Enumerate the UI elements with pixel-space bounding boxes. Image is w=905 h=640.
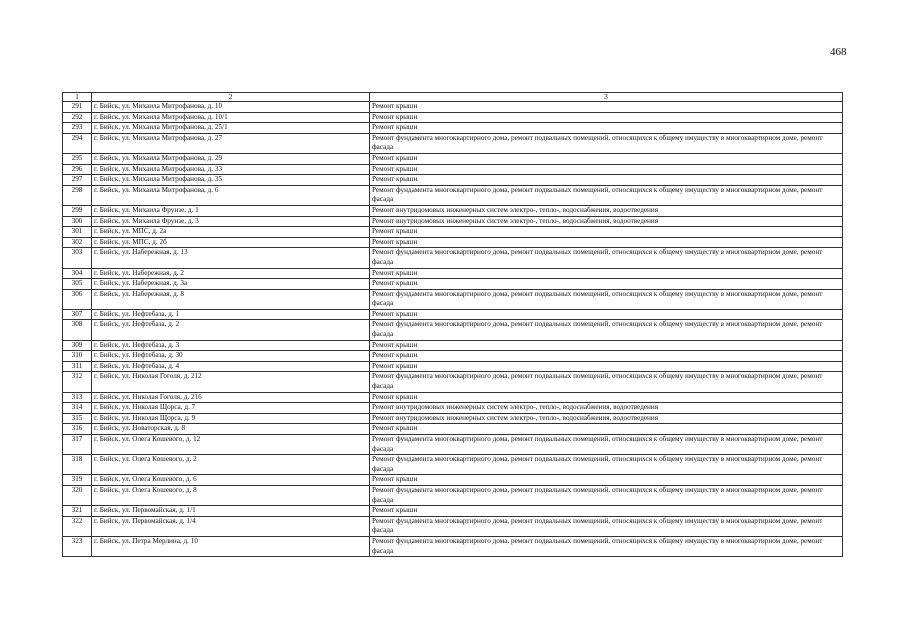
- address-cell: г. Бийск, ул. Михаила Фрунзе, д. 3: [92, 216, 370, 227]
- table-row: [63, 279, 843, 290]
- row-number-cell: 308: [63, 320, 92, 340]
- address-cell: г. Бийск, ул. МПС, д. 2б: [92, 237, 370, 248]
- work-type-cell: Ремонт фундамента многоквартирного дома, ремонт подвальных помещений, относящихся к общему имуществу в многоквартирном доме, ремонт фасада: [370, 536, 843, 556]
- row-number-cell: 314: [63, 403, 92, 414]
- table-row: [63, 205, 843, 216]
- address-cell: г. Бийск, ул. Михаила Митрофанова, д. 10/1: [92, 112, 370, 123]
- row-number-cell: 293: [63, 123, 92, 134]
- table-row: [63, 227, 843, 238]
- work-type-cell: Ремонт внутридомовых инженерных систем электро-, тепло-, водоснабжения, водоотведения: [370, 205, 843, 216]
- row-number-cell: 300: [63, 216, 92, 227]
- table-row: [63, 361, 843, 372]
- table-row: [63, 309, 843, 320]
- table-row: [63, 392, 843, 403]
- table-row: [63, 289, 843, 309]
- column-header-number: 1: [63, 93, 92, 102]
- row-number-cell: 304: [63, 268, 92, 279]
- address-cell: г. Бийск, ул. Нефтебаза, д. 2: [92, 320, 370, 340]
- row-number-cell: 320: [63, 485, 92, 505]
- work-type-cell: Ремонт фундамента многоквартирного дома, ремонт подвальных помещений, относящихся к общему имуществу в многоквартирном доме, ремонт фасада: [370, 248, 843, 268]
- row-number-cell: 310: [63, 351, 92, 362]
- table-row: [63, 351, 843, 362]
- address-cell: г. Бийск, ул. Михаила Митрофанова, д. 25/1: [92, 123, 370, 134]
- table-row: [63, 403, 843, 414]
- row-number-cell: 297: [63, 175, 92, 186]
- work-type-cell: Ремонт крыши: [370, 279, 843, 290]
- row-number-cell: 301: [63, 227, 92, 238]
- address-cell: г. Бийск, ул. Николая Щорса, д. 7: [92, 403, 370, 414]
- work-type-cell: Ремонт крыши: [370, 175, 843, 186]
- work-type-cell: Ремонт крыши: [370, 340, 843, 351]
- table-row: [63, 435, 843, 455]
- table-row: [63, 112, 843, 123]
- table-row: [63, 536, 843, 556]
- address-cell: г. Бийск, ул. МПС, д. 2а: [92, 227, 370, 238]
- row-number-cell: 299: [63, 205, 92, 216]
- row-number-cell: 318: [63, 455, 92, 475]
- work-type-cell: Ремонт крыши: [370, 153, 843, 164]
- work-type-cell: Ремонт внутридомовых инженерных систем электро-, тепло-, водоснабжения, водоотведения: [370, 403, 843, 414]
- address-cell: г. Бийск, ул. Нефтебаза, д. 30: [92, 351, 370, 362]
- work-type-cell: Ремонт фундамента многоквартирного дома, ремонт подвальных помещений, относящихся к общему имуществу в многоквартирном доме, ремонт фасада: [370, 455, 843, 475]
- address-cell: г. Бийск, ул. Нефтебаза, д. 4: [92, 361, 370, 372]
- repair-registry-table: [62, 92, 843, 557]
- column-header-address: 2: [92, 93, 370, 102]
- table-row: [63, 248, 843, 268]
- address-cell: г. Бийск, ул. Первомайская, д. 1/4: [92, 516, 370, 536]
- table-row: [63, 185, 843, 205]
- address-cell: г. Бийск, ул. Набережная, д. 13: [92, 248, 370, 268]
- row-number-cell: 315: [63, 413, 92, 424]
- row-number-cell: 313: [63, 392, 92, 403]
- work-type-cell: Ремонт крыши: [370, 475, 843, 486]
- address-cell: г. Бийск, ул. Олега Кошевого, д. 6: [92, 475, 370, 486]
- address-cell: г. Бийск, ул. Набережная, д. 8: [92, 289, 370, 309]
- table-row: [63, 216, 843, 227]
- address-cell: г. Бийск, ул. Михаила Митрофанова, д. 33: [92, 164, 370, 175]
- work-type-cell: Ремонт фундамента многоквартирного дома, ремонт подвальных помещений, относящихся к общему имуществу в многоквартирном доме, ремонт фасада: [370, 185, 843, 205]
- work-type-cell: Ремонт фундамента многоквартирного дома, ремонт подвальных помещений, относящихся к общему имуществу в многоквартирном доме, ремонт фасада: [370, 435, 843, 455]
- address-cell: г. Бийск, ул. Нефтебаза, д. 1: [92, 309, 370, 320]
- row-number-cell: 307: [63, 309, 92, 320]
- work-type-cell: Ремонт фундамента многоквартирного дома, ремонт подвальных помещений, относящихся к общему имуществу в многоквартирном доме, ремонт фасада: [370, 485, 843, 505]
- table-row: [63, 175, 843, 186]
- row-number-cell: 322: [63, 516, 92, 536]
- row-number-cell: 321: [63, 506, 92, 517]
- address-cell: г. Бийск, ул. Олега Кошевого, д. 8: [92, 485, 370, 505]
- table-row: [63, 475, 843, 486]
- address-cell: г. Бийск, ул. Олега Кошевого, д. 12: [92, 435, 370, 455]
- address-cell: г. Бийск, ул. Набережная, д. 2: [92, 268, 370, 279]
- table-row: [63, 372, 843, 392]
- row-number-cell: 311: [63, 361, 92, 372]
- row-number-cell: 306: [63, 289, 92, 309]
- table-row: [63, 320, 843, 340]
- table-row: [63, 516, 843, 536]
- work-type-cell: Ремонт крыши: [370, 309, 843, 320]
- work-type-cell: Ремонт крыши: [370, 351, 843, 362]
- address-cell: г. Бийск, ул. Михаила Фрунзе, д. 1: [92, 205, 370, 216]
- table-row: [63, 102, 843, 113]
- table-row: [63, 123, 843, 134]
- row-number-cell: 295: [63, 153, 92, 164]
- table-body: [63, 93, 843, 557]
- table-header-row: [63, 93, 843, 102]
- table-row: [63, 506, 843, 517]
- page-number: 468: [830, 46, 847, 58]
- work-type-cell: Ремонт крыши: [370, 237, 843, 248]
- work-type-cell: Ремонт крыши: [370, 164, 843, 175]
- address-cell: г. Бийск, ул. Петра Мерлина, д. 10: [92, 536, 370, 556]
- work-type-cell: Ремонт фундамента многоквартирного дома, ремонт подвальных помещений, относящихся к общему имуществу в многоквартирном доме, ремонт фасада: [370, 372, 843, 392]
- address-cell: г. Бийск, ул. Первомайская, д. 1/1: [92, 506, 370, 517]
- work-type-cell: Ремонт внутридомовых инженерных систем электро-, тепло-, водоснабжения, водоотведения: [370, 413, 843, 424]
- address-cell: г. Бийск, ул. Михаила Митрофанова, д. 35: [92, 175, 370, 186]
- table-row: [63, 340, 843, 351]
- work-type-cell: Ремонт крыши: [370, 123, 843, 134]
- address-cell: г. Бийск, ул. Николая Гоголя, д. 212: [92, 372, 370, 392]
- table-row: [63, 455, 843, 475]
- work-type-cell: Ремонт крыши: [370, 361, 843, 372]
- row-number-cell: 292: [63, 112, 92, 123]
- work-type-cell: Ремонт крыши: [370, 112, 843, 123]
- row-number-cell: 312: [63, 372, 92, 392]
- table-row: [63, 164, 843, 175]
- row-number-cell: 309: [63, 340, 92, 351]
- address-cell: г. Бийск, ул. Николая Гоголя, д. 216: [92, 392, 370, 403]
- address-cell: г. Бийск, ул. Олега Кошевого, д. 2: [92, 455, 370, 475]
- work-type-cell: Ремонт крыши: [370, 392, 843, 403]
- work-type-cell: Ремонт фундамента многоквартирного дома, ремонт подвальных помещений, относящихся к общему имуществу в многоквартирном доме, ремонт фасада: [370, 289, 843, 309]
- address-cell: г. Бийск, ул. Нефтебаза, д. 3: [92, 340, 370, 351]
- row-number-cell: 317: [63, 435, 92, 455]
- address-cell: г. Бийск, ул. Николая Щорса, д. 9: [92, 413, 370, 424]
- row-number-cell: 316: [63, 424, 92, 435]
- table-row: [63, 485, 843, 505]
- work-type-cell: Ремонт фундамента многоквартирного дома, ремонт подвальных помещений, относящихся к общему имуществу в многоквартирном доме, ремонт фасада: [370, 320, 843, 340]
- address-cell: г. Бийск, ул. Михаила Митрофанова, д. 29: [92, 153, 370, 164]
- row-number-cell: 291: [63, 102, 92, 113]
- table-row: [63, 268, 843, 279]
- row-number-cell: 302: [63, 237, 92, 248]
- row-number-cell: 296: [63, 164, 92, 175]
- table-row: [63, 133, 843, 153]
- table-row: [63, 153, 843, 164]
- table-row: [63, 237, 843, 248]
- row-number-cell: 298: [63, 185, 92, 205]
- address-cell: г. Бийск, ул. Михаила Митрофанова, д. 27: [92, 133, 370, 153]
- address-cell: г. Бийск, ул. Михаила Митрофанова, д. 10: [92, 102, 370, 113]
- row-number-cell: 323: [63, 536, 92, 556]
- table-row: [63, 424, 843, 435]
- work-type-cell: Ремонт крыши: [370, 268, 843, 279]
- row-number-cell: 305: [63, 279, 92, 290]
- work-type-cell: Ремонт крыши: [370, 506, 843, 517]
- work-type-cell: Ремонт фундамента многоквартирного дома, ремонт подвальных помещений, относящихся к общему имуществу в многоквартирном доме, ремонт фасада: [370, 133, 843, 153]
- address-cell: г. Бийск, ул. Набережная, д. 3а: [92, 279, 370, 290]
- work-type-cell: Ремонт крыши: [370, 102, 843, 113]
- work-type-cell: Ремонт внутридомовых инженерных систем электро-, тепло-, водоснабжения, водоотведения: [370, 216, 843, 227]
- work-type-cell: Ремонт крыши: [370, 227, 843, 238]
- work-type-cell: Ремонт крыши: [370, 424, 843, 435]
- row-number-cell: 303: [63, 248, 92, 268]
- column-header-work: 3: [370, 93, 843, 102]
- row-number-cell: 294: [63, 133, 92, 153]
- work-type-cell: Ремонт фундамента многоквартирного дома, ремонт подвальных помещений, относящихся к общему имуществу в многоквартирном доме, ремонт фасада: [370, 516, 843, 536]
- address-cell: г. Бийск, ул. Михаила Митрофанова, д. 6: [92, 185, 370, 205]
- table-row: [63, 413, 843, 424]
- address-cell: г. Бийск, ул. Новаторская, д. 8: [92, 424, 370, 435]
- row-number-cell: 319: [63, 475, 92, 486]
